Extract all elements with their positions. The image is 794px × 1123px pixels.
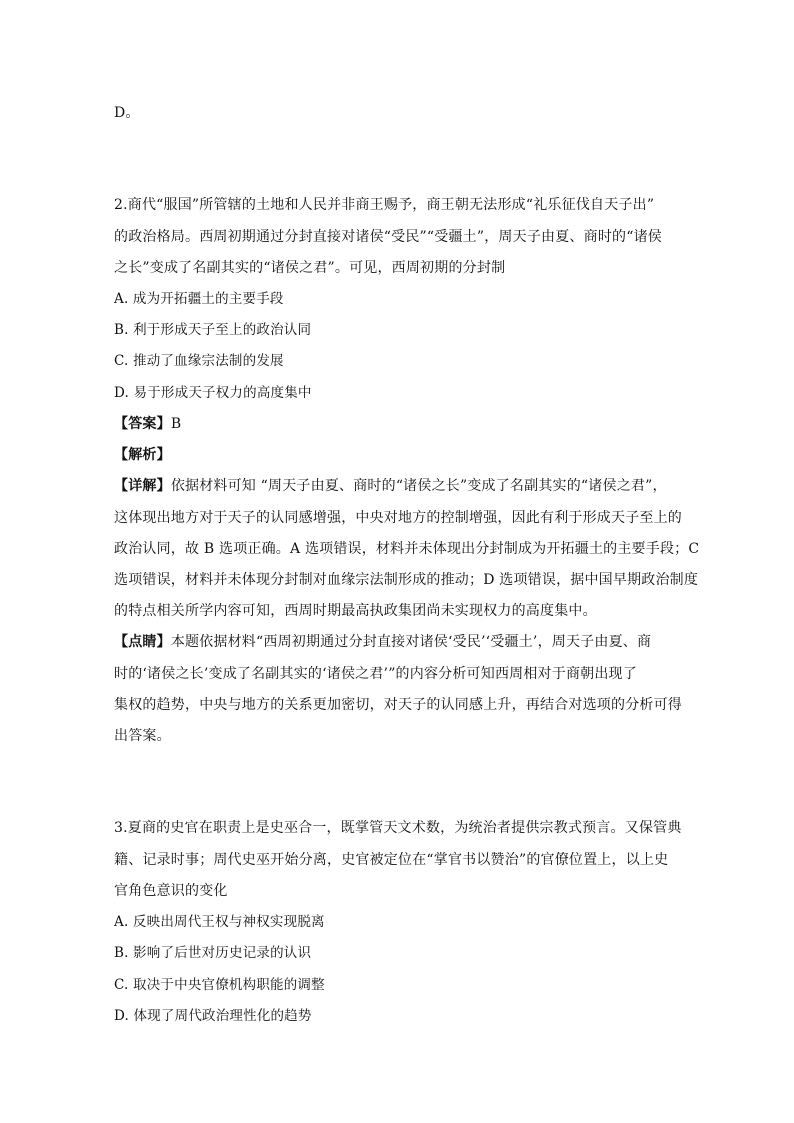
point-label: 【点睛】 [114, 634, 171, 650]
q3-stem-line: 籍、记录时事；周代史巫开始分离，史官被定位在“掌官书以赞治”的官僚位置上，以上史 [114, 852, 669, 868]
q2-detail-line: 这体现出地方对于天子的认同感增强，中央对地方的控制增强，因此有利于形成天子至上的 [114, 510, 682, 526]
point-text: 本题依据材料“西周初期通过分封直接对诸侯‘受民’‘受疆土’，周天子由夏、商 [170, 634, 652, 650]
q2-stem-line: 2.商代“服国”所管辖的土地和人民并非商王赐予，商王朝无法形成“礼乐征伐自天子出” [114, 197, 655, 213]
q2-option-d: D. 易于形成天子权力的高度集中 [114, 385, 312, 401]
q3-option-b: B. 影响了后世对历史记录的认识 [114, 945, 312, 961]
q2-detail-line: 政治认同，故 B 选项正确。A 选项错误，材料并未体现出分封制成为开拓疆土的主要手段；C [114, 541, 700, 557]
q2-point-line: 出答案。 [114, 728, 171, 744]
q2-detail-line: 的特点相关所学内容可知，西周时期最高执政集团尚未实现权力的高度集中。 [114, 603, 597, 619]
q3-option-a: A. 反映出周代王权与神权实现脱离 [114, 914, 325, 930]
q2-point-line: 时的‘诸侯之长’变成了名副其实的‘诸侯之君’”的内容分析可知西周相对于商朝出现了 [114, 666, 637, 682]
analysis-label: 【解析】 [114, 447, 171, 463]
detail-text: 依据材料可知 “周天子由夏、商时的“诸侯之长”变成了名副其实的“诸侯之君”， [170, 478, 667, 494]
q2-point-line [114, 632, 651, 652]
q2-analysis-heading [114, 445, 171, 465]
answer-value: B [170, 416, 182, 432]
q2-detail-line: 选项错误，材料并未体现分封制对血缘宗法制形成的推动；D 选项错误，据中国早期政治制度 [114, 572, 699, 588]
q2-detail-line [114, 476, 667, 496]
q3-option-d: D. 体现了周代政治理性化的趋势 [114, 1008, 312, 1024]
q2-stem-line: 的政治格局。西周初期通过分封直接对诸侯“受民”“受疆土”，周天子由夏、商时的“诸侯 [114, 229, 662, 245]
answer-label: 【答案】 [114, 416, 171, 432]
q2-option-b: B. 利于形成天子至上的政治认同 [114, 322, 312, 338]
q2-option-c: C. 推动了血缘宗法制的发展 [114, 353, 284, 369]
q2-stem-line: 之长”变成了名副其实的“诸侯之君”。可见，西周初期的分封制 [114, 260, 506, 276]
q3-stem-line: 3.夏商的史官在职责上是史巫合一，既掌管天文术数，为统治者提供宗教式预言。又保管典 [114, 820, 682, 836]
q3-stem-line: 官角色意识的变化 [114, 883, 228, 899]
q3-option-c: C. 取决于中央官僚机构职能的调整 [114, 977, 325, 993]
q2-answer [114, 414, 181, 434]
q2-point-line: 集权的趋势，中央与地方的关系更加密切，对天子的认同感上升，再结合对选项的分析可得 [114, 697, 682, 713]
q2-option-a: A. 成为开拓疆土的主要手段 [114, 291, 284, 307]
previous-answer-fragment: D。 [114, 105, 140, 121]
detail-label: 【详解】 [114, 478, 171, 494]
